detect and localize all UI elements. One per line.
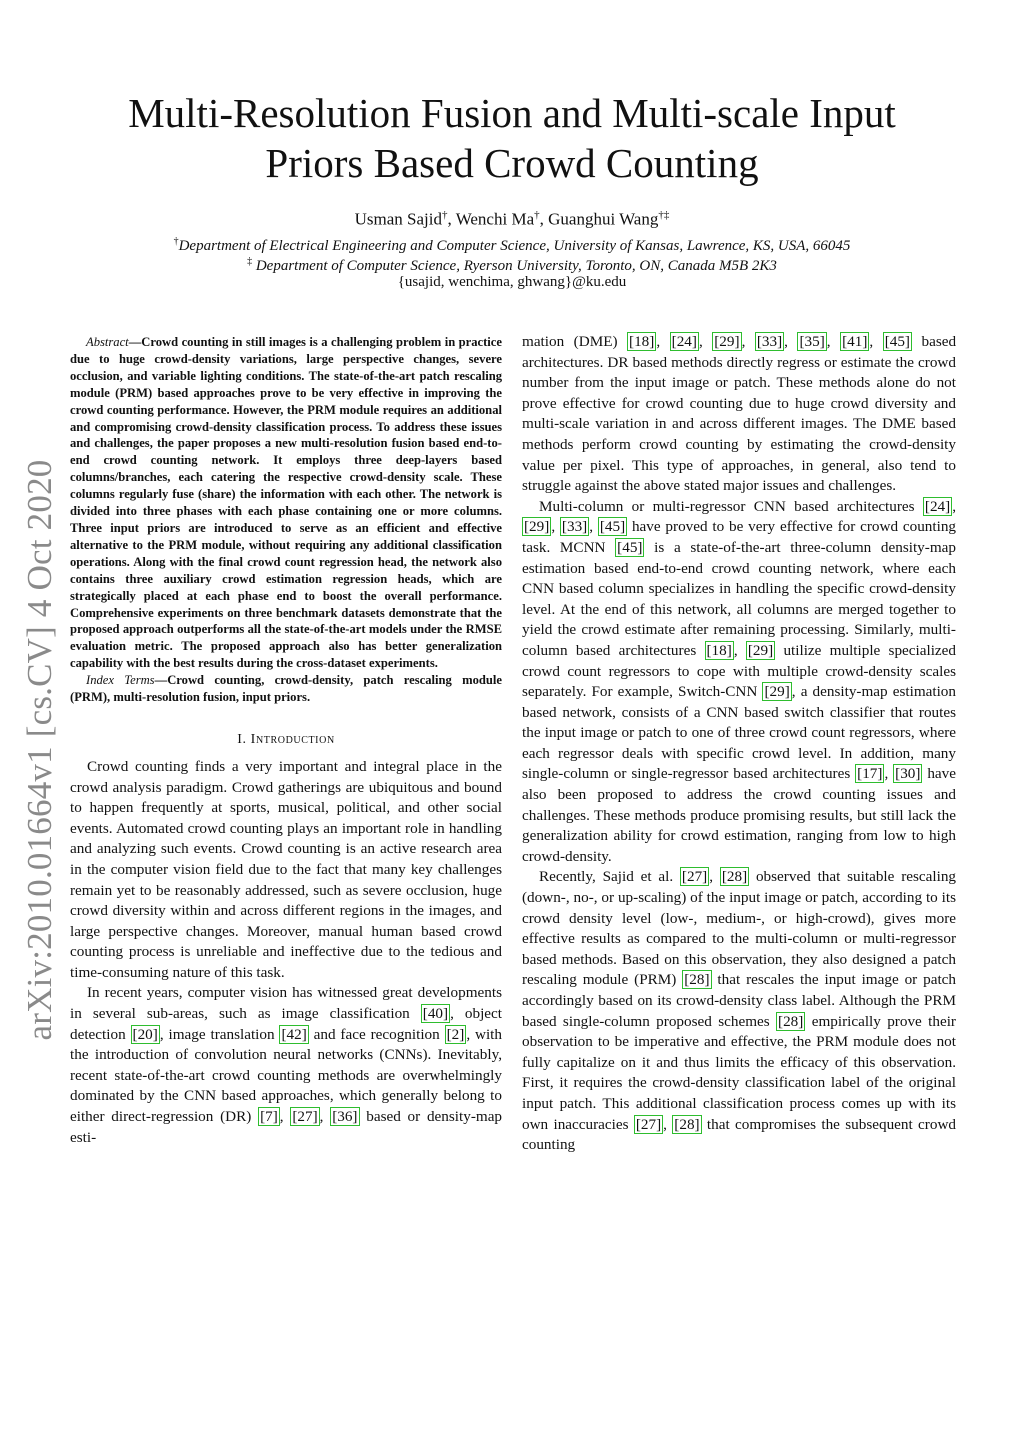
citation-link[interactable]: [41] <box>842 333 868 350</box>
paragraph-text: , <box>884 765 894 783</box>
citation-link[interactable]: [42] <box>281 1025 307 1043</box>
arxiv-identifier: arXiv:2010.01664v1 [cs.CV] 4 Oct 2020 <box>20 459 59 1041</box>
paragraph-text: that rescales the input image or patch accordingly based on its crowd-density class label. Although the PRM based single-column proposed schemes <box>522 971 956 1030</box>
intro-paragraph-3 <box>522 332 956 497</box>
author-mark: †‡ <box>658 209 670 221</box>
paragraph-text: have also been proposed to address the crowd counting issues and challenges. These methods produce promising results, but still lack the generalization ability for crowd estimation, ranging from low to high crowd-density. <box>522 765 957 865</box>
citation-link[interactable]: [17] <box>857 765 883 783</box>
paragraph-text: that compromises the subsequent crowd counting <box>522 1115 957 1154</box>
paragraph-text: , <box>319 1108 331 1126</box>
paragraph-text: based or density-map esti- <box>70 1108 503 1146</box>
index-terms-dash: — <box>154 673 168 688</box>
intro-paragraph-2 <box>70 983 502 1148</box>
author-emails: {usajid, wenchima, ghwang}@ku.edu <box>397 274 627 290</box>
paragraph-text: , <box>589 518 598 536</box>
citation-link[interactable]: [27] <box>681 868 708 886</box>
citation-link[interactable]: [24] <box>671 333 697 350</box>
paragraph-text: and face recognition <box>308 1025 445 1043</box>
citation-link[interactable]: [45] <box>599 518 626 536</box>
author-name: Usman Sajid <box>354 209 442 229</box>
paragraph-text: , a density-map estimation based network, consists of a CNN based switch classifier that routes the input image or patch to one of three crowd count regressors, where each regressor deals with specific crowd level. In addition, many single-column or single-regressor based architectures <box>522 683 956 783</box>
title-line-1: Multi-Resolution Fusion and Multi-scale Input <box>128 90 896 136</box>
paragraph-text: , <box>952 497 956 515</box>
author-list <box>100 204 924 231</box>
left-column <box>70 334 502 1148</box>
paragraph-text: In recent years, computer vision has witnessed great developments in several sub-areas, such as image classification <box>70 984 502 1023</box>
paragraph-text: , with the introduction of convolution neural networks (CNNs). Inevitably, recent state-of-the-art crowd counting methods are overwhelmingly dominated by the CNN based approaches, which generally belong to either direct-regression (DR) <box>70 1025 502 1126</box>
paragraph-text: , <box>698 333 713 350</box>
citation-link[interactable]: [29] <box>764 683 790 701</box>
citation-link[interactable]: [28] <box>778 1012 804 1030</box>
author-separator: , <box>447 209 456 229</box>
citation-link[interactable]: [18] <box>706 641 732 659</box>
affiliation-text: Department of Electrical Engineering and Computer Science, University of Kansas, Lawrence, KS, USA, 66045 <box>178 238 851 254</box>
citation-link[interactable]: [28] <box>721 868 748 886</box>
author-mark: † <box>534 209 540 221</box>
citation-link[interactable]: [45] <box>884 333 910 350</box>
paragraph-text: have proved to be very effective for crowd counting task. MCNN <box>522 518 957 556</box>
citation-link[interactable]: [28] <box>684 971 710 989</box>
paragraph-text: Multi-column or multi-regressor CNN based architectures <box>539 497 923 515</box>
paragraph-text: , <box>656 333 670 350</box>
author-name: Wenchi Ma <box>455 209 535 229</box>
intro-paragraph-1: Crowd counting finds a very important and integral place in the crowd analysis paradigm. Crowd gatherings are ubiquitous and bound to happen frequently at sports, musical, political, and other social events. Automated crowd counting plays an important role in handling and analyzing such events. Crowd counting is an active research area in the computer vision field due to the fact that many key challenges remain yet to be reasonably addressed, such as severe occlusion, huge crowd diversity within and across different regions in the images, and large perspective changes. Moreover, manual human based crowd counting process is unreliable and ineffective due to the tedious and time-consuming nature of this task. <box>70 757 502 981</box>
abstract-label: Abstract <box>86 335 129 349</box>
citation-link[interactable]: [20] <box>132 1025 158 1043</box>
paper-title <box>100 88 924 188</box>
author-mark: † <box>442 209 448 221</box>
paragraph-text: , <box>709 868 720 886</box>
author-name: Guanghui Wang <box>548 209 659 229</box>
citation-link[interactable]: [36] <box>332 1108 358 1126</box>
citation-link[interactable]: [29] <box>524 518 550 536</box>
citation-link[interactable]: [27] <box>635 1115 662 1133</box>
abstract-text: Crowd counting in still images is a challenging problem in practice due to huge crowd-density variations, large perspective changes, severe occlusion, and variable lighting conditions. The state-of-the-art patch rescaling module (PRM) based approaches prove to be very effective in improving the crowd counting performance. However, the PRM module requires an additional and compromising crowd-density classification process. To address these issues and challenges, the paper proposes a new multi-resolution fusion based end-to-end crowd counting network. It employs three deep-layers based columns/branches, each catering the respective crowd-density scale. These columns regularly fuse (share) the information with each other. The network is divided into three phases with each phase containing one or more columns. Three input priors are introduced to serve as an efficient and effective alternative to the PRM module, without requiring any additional classification operations. Along with the final crowd count regression head, the network also contains three auxiliary crowd estimation regression heads, which are strategically placed at each phase end to boost the overall performance. Comprehensive experiments on three benchmark datasets demonstrate that the proposed approach outperforms all the state-of-the-art models under the RMSE evaluation metric. The proposed approach also has better generalization capability with the best results during the cross-dataset experiments. <box>70 335 502 671</box>
paragraph-text: , <box>741 333 755 350</box>
paragraph-text: , object detection <box>70 1005 503 1043</box>
citation-link[interactable]: [33] <box>561 518 588 536</box>
right-column <box>522 332 956 1156</box>
abstract-dash: — <box>128 335 142 349</box>
section-heading-introduction: I. Introduction <box>237 731 335 747</box>
title-line-2: Priors Based Crowd Counting <box>265 140 759 186</box>
paragraph-text: , <box>733 641 746 659</box>
paragraph-text: observed that suitable rescaling (down-, no-, or up-scaling) of the input image or patch, according to its crowd density level (low-, medium-, or high-crowd), gives more effective results as compared to the multi-column or multi-regressor based methods. Based on this observation, they also designed a patch rescaling module (PRM) <box>522 868 957 989</box>
paragraph-text: based architectures. DR based methods directly regress or estimate the crowd number from the input image or patch. These methods alone do not prove effective for crowd counting due to huge crowd diversity and multi-scale variation in and across different images. The DME based methods perform crowd counting by estimating the crowd-density value per pixel. This type of approaches, in general, also tend to struggle against the above stated major issues and challenges. <box>522 333 957 495</box>
paragraph-text: Recently, Sajid et al. <box>539 868 680 886</box>
citation-link[interactable]: [29] <box>747 641 774 659</box>
paragraph-text: , <box>663 1115 673 1133</box>
intro-paragraph-4 <box>522 497 956 868</box>
paragraph-text: , <box>784 333 798 350</box>
citation-link[interactable]: [40] <box>422 1005 449 1023</box>
citation-link[interactable]: [30] <box>895 765 921 783</box>
intro-paragraph-5 <box>522 867 956 1155</box>
affiliation-mark: † <box>173 236 179 247</box>
citation-link[interactable]: [18] <box>629 333 655 350</box>
index-terms-text: Crowd counting, crowd-density, patch rescaling module (PRM), multi-resolution fusion, input priors. <box>70 673 502 705</box>
paragraph-text: is a state-of-the-art three-column density-map estimation based end-to-end crowd counting network, where each CNN based column specializes in handling the specific crowd-density level. At the end of this network, all columns are merged together to yield the crowd estimate after remaining processing. Similarly, multi-column based architectures <box>522 538 956 659</box>
paragraph-text: empirically prove their observation to be imperative and effective, the PRM module does not fully capitalize on it and thus limits the efficacy of this observation. First, it requires the crowd-density classification label of the original input patch. This additional classification process comes up with its own inaccuracies <box>522 1012 956 1133</box>
citation-link[interactable]: [45] <box>617 538 643 556</box>
citation-link[interactable]: [33] <box>756 333 783 350</box>
citation-link[interactable]: [24] <box>924 497 951 515</box>
affiliation-text: Department of Computer Science, Ryerson University, Toronto, ON, Canada M5B 2K3 <box>252 258 777 274</box>
citation-link[interactable]: [2] <box>446 1025 465 1043</box>
author-separator: , <box>539 209 549 229</box>
paragraph-text: , <box>551 518 560 536</box>
paragraph-text: , <box>279 1108 291 1126</box>
paragraph-text: mation (DME) <box>522 333 628 350</box>
paragraph-text: , <box>826 333 841 350</box>
citation-link[interactable]: [7] <box>260 1108 278 1126</box>
index-terms-label: Index Terms <box>86 673 155 688</box>
paragraph-text: utilize multiple specialized crowd count regressors to cope with multiple crowd-density scales separately. For example, Switch-CNN <box>522 641 956 701</box>
index-terms <box>70 672 502 706</box>
paragraph-text: , <box>869 333 883 350</box>
affiliation-mark: ‡ <box>247 256 253 267</box>
citation-link[interactable]: [28] <box>674 1115 700 1133</box>
citation-link[interactable]: [29] <box>714 333 740 350</box>
paragraph-text: , image translation <box>159 1025 280 1043</box>
abstract <box>70 334 502 672</box>
citation-link[interactable]: [27] <box>292 1108 318 1126</box>
arxiv-sidebar <box>10 440 70 1060</box>
citation-link[interactable]: [35] <box>799 333 825 350</box>
